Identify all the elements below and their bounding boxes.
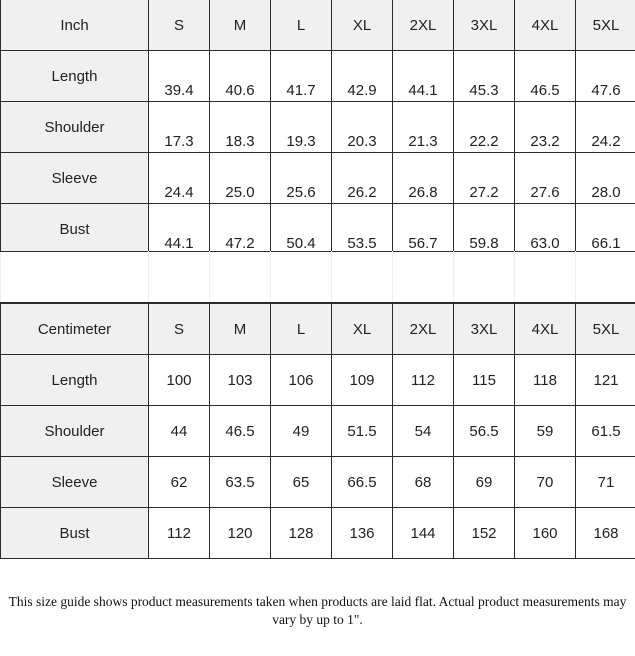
size-guide-note: This size guide shows product measurements taken when products are laid flat. Actual product measurements may vary by up to 1". xyxy=(8,594,627,627)
table-cell: 120 xyxy=(210,508,271,559)
table-cell: 25.0 xyxy=(210,153,271,204)
table-cell: 68 xyxy=(393,457,454,508)
cm-size-header: M xyxy=(210,304,271,355)
row-label: Bust xyxy=(1,508,149,559)
table-cell: 50.4 xyxy=(271,204,332,255)
inch-row-sleeve xyxy=(1,153,635,204)
row-label: Length xyxy=(1,51,149,102)
inch-size-table xyxy=(0,0,635,255)
table-cell: 39.4 xyxy=(149,51,210,102)
table-cell: 46.5 xyxy=(515,51,576,102)
table-cell: 23.2 xyxy=(515,102,576,153)
cm-size-header: 2XL xyxy=(393,304,454,355)
table-cell: 65 xyxy=(271,457,332,508)
table-cell: 44 xyxy=(149,406,210,457)
table-cell: 63.5 xyxy=(210,457,271,508)
table-cell: 69 xyxy=(454,457,515,508)
spacer-cell xyxy=(210,252,271,303)
table-cell: 66.1 xyxy=(576,204,635,255)
spacer-cell xyxy=(149,252,210,303)
table-cell: 59.8 xyxy=(454,204,515,255)
table-cell: 45.3 xyxy=(454,51,515,102)
inch-size-header: M xyxy=(210,0,271,51)
inch-size-header: XL xyxy=(332,0,393,51)
spacer-cell xyxy=(393,252,454,303)
table-cell: 19.3 xyxy=(271,102,332,153)
spacer-cell xyxy=(1,252,149,303)
inch-size-header: 5XL xyxy=(576,0,635,51)
row-label: Length xyxy=(1,355,149,406)
cm-size-header: 5XL xyxy=(576,304,635,355)
inch-size-header: L xyxy=(271,0,332,51)
table-cell: 44.1 xyxy=(393,51,454,102)
table-cell: 118 xyxy=(515,355,576,406)
table-cell: 160 xyxy=(515,508,576,559)
inch-row-shoulder xyxy=(1,102,635,153)
table-cell: 115 xyxy=(454,355,515,406)
table-cell: 70 xyxy=(515,457,576,508)
table-cell: 27.2 xyxy=(454,153,515,204)
inch-size-header: 3XL xyxy=(454,0,515,51)
spacer-cell xyxy=(454,252,515,303)
table-cell: 62 xyxy=(149,457,210,508)
inch-unit-label: Inch xyxy=(1,0,149,51)
cm-unit-label: Centimeter xyxy=(1,304,149,355)
table-cell: 54 xyxy=(393,406,454,457)
row-label: Bust xyxy=(1,204,149,255)
table-cell: 27.6 xyxy=(515,153,576,204)
cm-size-header: 3XL xyxy=(454,304,515,355)
table-cell: 56.7 xyxy=(393,204,454,255)
table-cell: 103 xyxy=(210,355,271,406)
table-cell: 22.2 xyxy=(454,102,515,153)
cm-size-header: XL xyxy=(332,304,393,355)
table-cell: 59 xyxy=(515,406,576,457)
table-cell: 144 xyxy=(393,508,454,559)
table-separator xyxy=(0,251,635,303)
centimeter-size-table xyxy=(0,303,635,559)
table-cell: 47.2 xyxy=(210,204,271,255)
spacer-cell xyxy=(271,252,332,303)
row-label: Shoulder xyxy=(1,102,149,153)
cm-header-row xyxy=(1,304,635,355)
table-cell: 26.2 xyxy=(332,153,393,204)
row-label: Shoulder xyxy=(1,406,149,457)
table-cell: 42.9 xyxy=(332,51,393,102)
table-cell: 168 xyxy=(576,508,635,559)
table-cell: 24.2 xyxy=(576,102,635,153)
table-cell: 47.6 xyxy=(576,51,635,102)
inch-size-header: 2XL xyxy=(393,0,454,51)
row-label: Sleeve xyxy=(1,153,149,204)
table-cell: 53.5 xyxy=(332,204,393,255)
table-cell: 51.5 xyxy=(332,406,393,457)
spacer-cell xyxy=(515,252,576,303)
spacer-cell xyxy=(576,252,635,303)
table-cell: 152 xyxy=(454,508,515,559)
cm-row-shoulder xyxy=(1,406,635,457)
cm-size-header: 4XL xyxy=(515,304,576,355)
spacer-row xyxy=(1,252,635,303)
table-cell: 106 xyxy=(271,355,332,406)
cm-row-bust xyxy=(1,508,635,559)
inch-size-header: 4XL xyxy=(515,0,576,51)
table-cell: 18.3 xyxy=(210,102,271,153)
cm-size-header: L xyxy=(271,304,332,355)
table-cell: 61.5 xyxy=(576,406,635,457)
table-cell: 109 xyxy=(332,355,393,406)
inch-header-row xyxy=(1,0,635,51)
row-label: Sleeve xyxy=(1,457,149,508)
inch-row-bust xyxy=(1,204,635,255)
table-cell: 56.5 xyxy=(454,406,515,457)
table-cell: 112 xyxy=(393,355,454,406)
table-cell: 20.3 xyxy=(332,102,393,153)
table-cell: 44.1 xyxy=(149,204,210,255)
cm-row-sleeve xyxy=(1,457,635,508)
table-cell: 17.3 xyxy=(149,102,210,153)
table-cell: 46.5 xyxy=(210,406,271,457)
inch-size-header: S xyxy=(149,0,210,51)
table-cell: 49 xyxy=(271,406,332,457)
table-cell: 41.7 xyxy=(271,51,332,102)
table-cell: 26.8 xyxy=(393,153,454,204)
table-cell: 121 xyxy=(576,355,635,406)
table-cell: 71 xyxy=(576,457,635,508)
table-cell: 63.0 xyxy=(515,204,576,255)
table-cell: 66.5 xyxy=(332,457,393,508)
table-cell: 25.6 xyxy=(271,153,332,204)
table-cell: 128 xyxy=(271,508,332,559)
spacer-cell xyxy=(332,252,393,303)
table-cell: 24.4 xyxy=(149,153,210,204)
table-cell: 100 xyxy=(149,355,210,406)
table-cell: 112 xyxy=(149,508,210,559)
table-cell: 28.0 xyxy=(576,153,635,204)
table-cell: 136 xyxy=(332,508,393,559)
table-cell: 21.3 xyxy=(393,102,454,153)
cm-row-length xyxy=(1,355,635,406)
cm-size-header: S xyxy=(149,304,210,355)
inch-row-length xyxy=(1,51,635,102)
table-cell: 40.6 xyxy=(210,51,271,102)
